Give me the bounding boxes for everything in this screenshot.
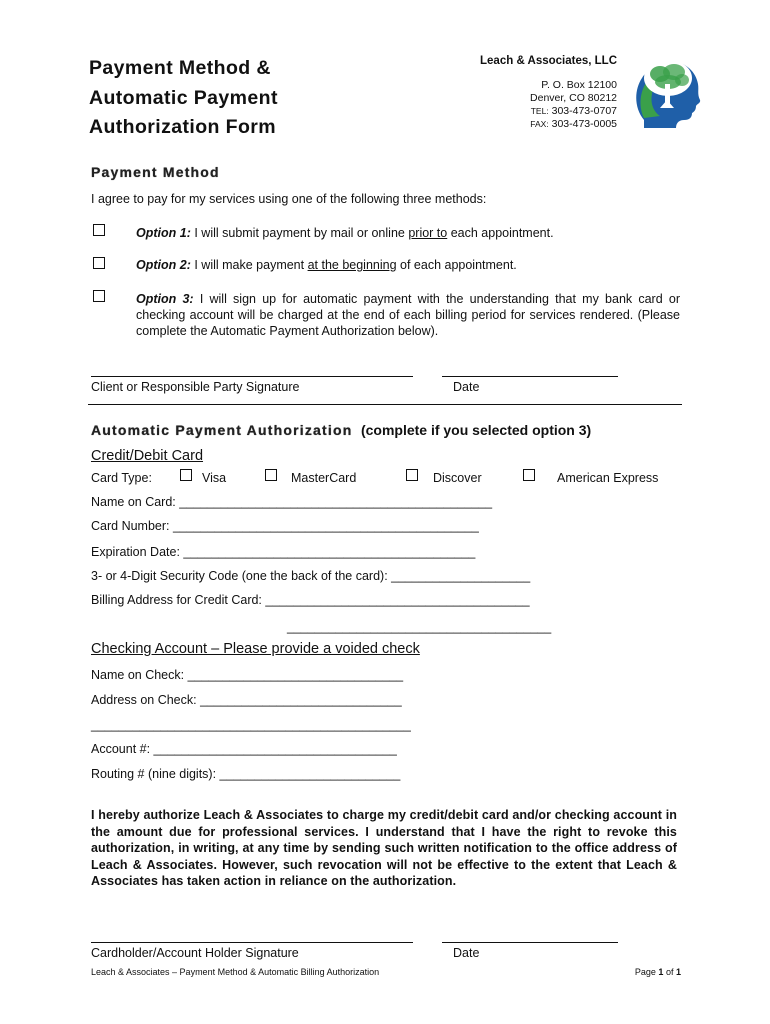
option-1-text — [136, 226, 554, 240]
name-on-check-field[interactable]: Name on Check: _______________________________ — [91, 668, 404, 682]
discover-checkbox[interactable] — [406, 469, 418, 481]
of-word: of — [665, 967, 674, 977]
card-number-field[interactable]: Card Number: ____________________________________________ — [91, 519, 479, 533]
option-1-underlined: prior to — [408, 226, 448, 240]
company-logo-icon — [630, 50, 702, 130]
client-date-label: Date — [453, 380, 480, 394]
address-on-check-line-2[interactable]: ______________________________________________ — [91, 718, 411, 732]
cardholder-signature-line[interactable] — [91, 942, 413, 943]
visa-label: Visa — [202, 471, 227, 485]
authorization-statement: I hereby authorize Leach & Associates to charge my credit/debit card and/or checking account in the amount due for professional services. I understand that I have the right to revoke this authorization, in writing, at any time by sending such written notification to the office address of Leach & Associates. However, such revocation will not be effective to the extent that Leach & Associates has taken action in reliance on the authorization. — [91, 808, 677, 888]
section-divider — [88, 404, 682, 405]
title-line-2: Automatic Payment — [89, 86, 278, 109]
option-3-checkbox[interactable] — [93, 290, 105, 302]
company-name: Leach & Associates, LLC — [480, 55, 617, 67]
visa-checkbox[interactable] — [180, 469, 192, 481]
city-line: Denver, CO 80212 — [530, 92, 617, 104]
footer-text: Leach & Associates – Payment Method & Automatic Billing Authorization — [91, 967, 380, 977]
option-2-pre: I will make payment — [194, 258, 308, 272]
fax-number: 303-473-0005 — [551, 118, 617, 130]
company-address — [530, 79, 617, 131]
auto-payment-heading: Automatic Payment Authorization — [91, 422, 353, 438]
fax-label: FAX: — [530, 119, 549, 129]
mastercard-label: MasterCard — [291, 471, 357, 485]
option-1-label: Option 1: — [136, 226, 191, 240]
billing-address-field[interactable]: Billing Address for Credit Card: ______________________________________ — [91, 593, 530, 607]
option-1-pre: I will submit payment by mail or online — [194, 226, 409, 240]
tel-label: TEL: — [530, 106, 549, 116]
option-2-label: Option 2: — [136, 258, 191, 272]
option-2-underlined: at the beginning — [307, 258, 397, 272]
cardholder-date-line[interactable] — [442, 942, 618, 943]
billing-address-line-2[interactable]: ______________________________________ — [287, 620, 552, 634]
tel-line — [530, 105, 617, 118]
page-current: 1 — [658, 967, 664, 977]
page-total: 1 — [675, 967, 681, 977]
checking-heading: Checking Account – Please provide a voided check — [91, 641, 420, 657]
title-line-1: Payment Method & — [89, 57, 271, 79]
option-2-text — [136, 258, 517, 272]
title-line-3: Authorization Form — [89, 116, 277, 138]
name-on-card-field[interactable]: Name on Card: _____________________________________________ — [91, 495, 493, 509]
address-on-check-field[interactable]: Address on Check: _____________________________ — [91, 693, 402, 707]
client-date-line[interactable] — [442, 376, 618, 377]
page-number — [635, 967, 681, 977]
option-2-checkbox[interactable] — [93, 257, 105, 269]
option-3-body: I will sign up for automatic payment with the understanding that my bank card or checking account will be charged at the end of each billing period for services rendered. (Please complete the Automatic Payment Authorization below). — [136, 292, 680, 338]
option-3-label: Option 3: — [136, 292, 194, 306]
routing-number-field[interactable]: Routing # (nine digits): __________________________ — [91, 767, 401, 781]
po-box: P. O. Box 12100 — [541, 79, 617, 91]
option-3-text — [136, 291, 680, 339]
auto-payment-heading-note: (complete if you selected option 3) — [360, 422, 592, 438]
client-signature-label: Client or Responsible Party Signature — [91, 380, 300, 394]
account-number-field[interactable]: Account #: ___________________________________ — [91, 742, 397, 756]
form-title — [89, 54, 278, 143]
payment-method-heading: Payment Method — [91, 164, 220, 180]
card-heading: Credit/Debit Card — [91, 448, 204, 464]
page-word: Page — [634, 967, 656, 977]
cardholder-signature-label: Cardholder/Account Holder Signature — [91, 946, 299, 960]
amex-label: American Express — [557, 471, 659, 485]
option-1-checkbox[interactable] — [93, 224, 105, 236]
cardholder-date-label: Date — [453, 946, 480, 960]
tel-number: 303-473-0707 — [551, 105, 617, 117]
amex-checkbox[interactable] — [523, 469, 535, 481]
discover-label: Discover — [433, 471, 482, 485]
option-2-post: of each appointment. — [396, 258, 517, 272]
client-signature-line[interactable] — [91, 376, 413, 377]
auto-payment-heading-row — [91, 422, 591, 440]
security-code-field[interactable]: 3- or 4-Digit Security Code (one the back of the card): ____________________ — [91, 569, 531, 583]
mastercard-checkbox[interactable] — [265, 469, 277, 481]
option-1-post: each appointment. — [447, 226, 554, 240]
expiration-field[interactable]: Expiration Date: __________________________________________ — [91, 545, 476, 559]
card-type-label: Card Type: — [91, 471, 152, 485]
payment-intro: I agree to pay for my services using one of the following three methods: — [91, 192, 487, 206]
fax-line — [530, 118, 617, 131]
